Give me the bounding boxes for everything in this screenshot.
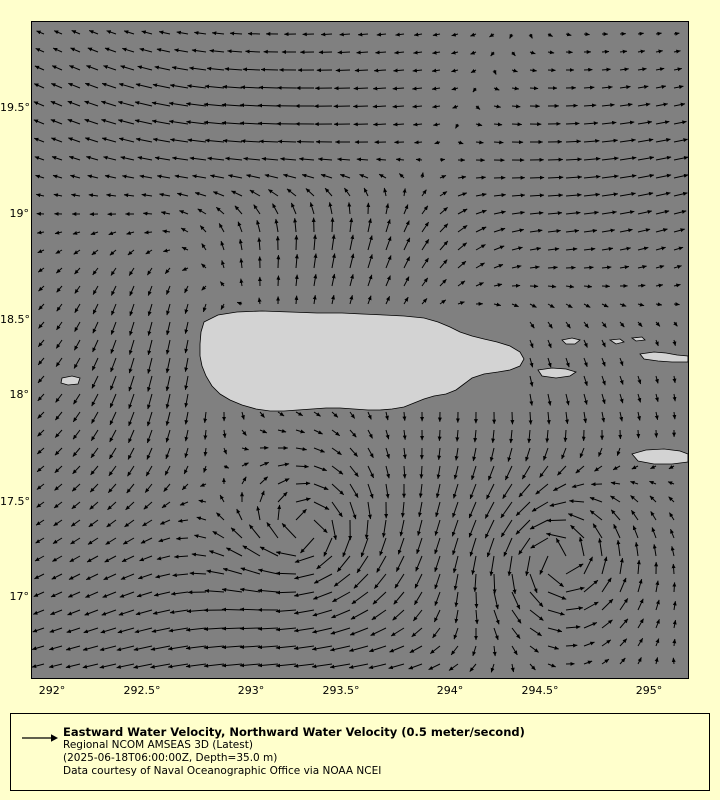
legend-dataset: Regional NCOM AMSEAS 3D (Latest) <box>63 739 253 751</box>
x-axis-tick-label: 295° <box>635 684 663 697</box>
y-axis-tick-label: 18.5° <box>0 313 30 326</box>
legend-title: Eastward Water Velocity, Northward Water Velocity (0.5 meter/second) <box>63 725 525 739</box>
vector-arrow-icon <box>21 732 59 744</box>
legend-panel <box>10 713 710 791</box>
legend-time-depth: (2025-06-18T06:00:00Z, Depth=35.0 m) <box>63 752 278 764</box>
vector-field-map[interactable] <box>31 21 689 679</box>
x-axis-tick-label: 293° <box>237 684 265 697</box>
y-axis-tick-label: 19° <box>9 207 29 220</box>
x-axis-tick-label: 292.5° <box>123 684 161 697</box>
current-vector-layer <box>32 22 688 678</box>
y-axis-tick-label: 19.5° <box>0 101 30 114</box>
x-axis-tick-label: 293.5° <box>322 684 360 697</box>
x-axis-tick-label: 294° <box>436 684 464 697</box>
legend-credit: Data courtesy of Naval Oceanographic Office via NOAA NCEI <box>63 765 382 777</box>
x-axis-tick-label: 292° <box>38 684 66 697</box>
y-axis-tick-label: 17° <box>9 590 29 603</box>
y-axis-tick-label: 18° <box>9 388 29 401</box>
y-axis-tick-label: 17.5° <box>0 495 30 508</box>
x-axis-tick-label: 294.5° <box>521 684 559 697</box>
legend-text-block <box>63 725 693 778</box>
